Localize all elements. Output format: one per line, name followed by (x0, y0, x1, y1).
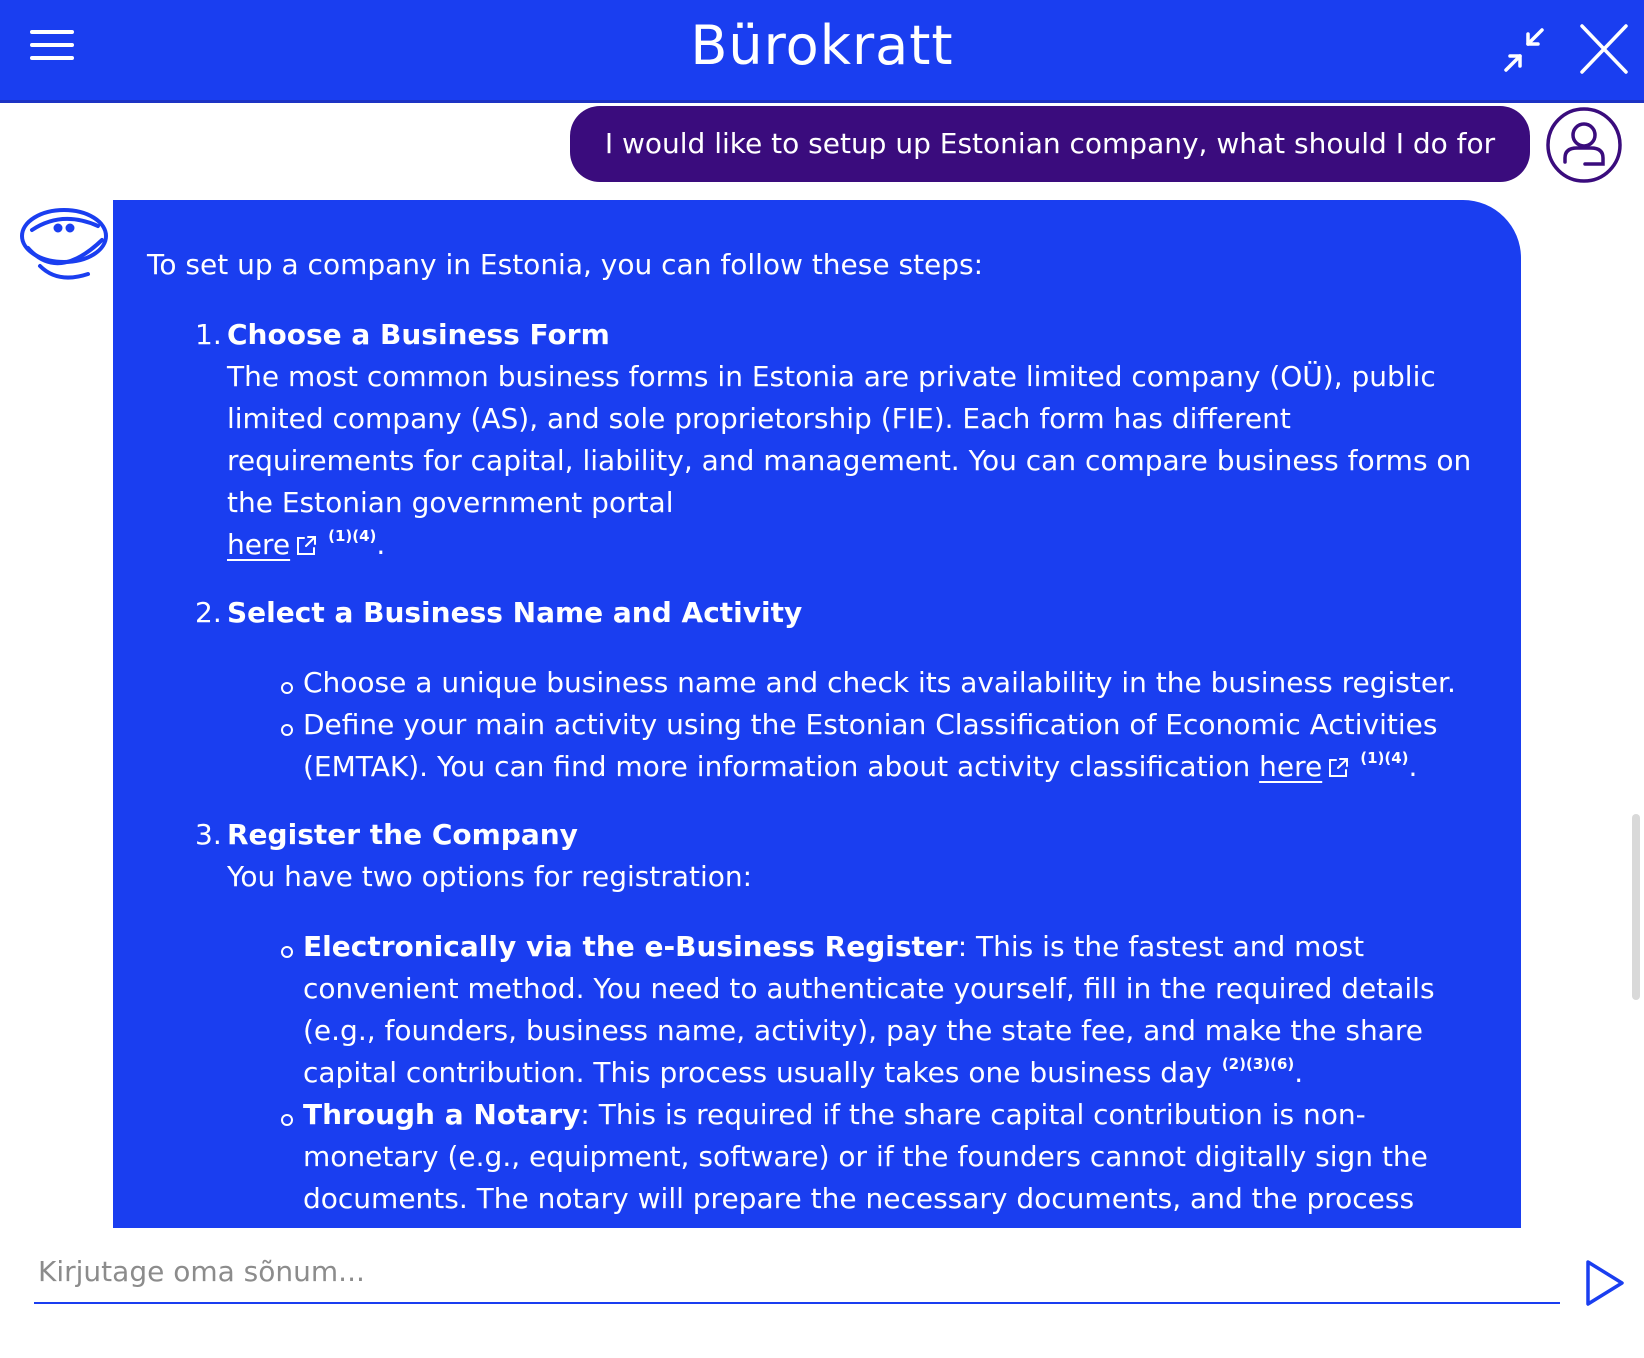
here-link[interactable]: here (227, 528, 291, 561)
close-x-icon[interactable] (1578, 22, 1630, 76)
list-item: Electronically via the e-Business Register: This is the fastest and most convenient method. You need to authenticate yourself, fill in the required details (e.g., founders, business name, activity), pay the state fee, and make the share capital contribution. This process usually takes one business day $^{(2)(3)(6)}$. (303, 926, 1487, 1094)
reference-markers[interactable]: (3)(6) (303, 1265, 352, 1283)
step-body-text: The most common business forms in Estonia are private limited company (OÜ), public limited company (AS), and sole proprietorship (FIE). Each form has different requirements for capital, liability, and management. You can compare business forms on the Estonian government portal (227, 360, 1472, 519)
chat-scrollbar[interactable] (1632, 814, 1640, 1000)
chat-header (0, 0, 1644, 103)
list-item-heading: Electronically via the e-Business Register (303, 930, 958, 963)
step-body: You have two options for registration: (227, 860, 753, 893)
step-2 (147, 592, 1487, 788)
user-message-bubble: I would like to setup up Estonian company, what should I do for (570, 106, 1530, 182)
step-number: 2. (195, 596, 222, 629)
external-link-icon[interactable] (1326, 756, 1350, 780)
step-title: Register the Company (227, 818, 578, 851)
minimize-arrows-icon[interactable] (1500, 24, 1552, 76)
list-item-text: Define your main activity using the Estonian Classification of Economic Activities (EMTAK). You can find more information about activity classification (303, 708, 1438, 783)
list-item-text: : This is required if the share capital contribution is non-monetary (e.g., equipment, software) or if the founders cannot digitally sign the documents. The notary will prepare the necessary documents, and the process typically takes 2—3 business days (303, 1098, 1428, 1257)
step-sub-list (227, 662, 1487, 788)
message-composer (34, 1242, 1560, 1304)
step-1 (147, 314, 1487, 566)
bot-intro-text: To set up a company in Estonia, you can follow these steps: (147, 248, 984, 281)
here-link[interactable]: here (1259, 750, 1323, 783)
list-item: Define your main activity using the Estonian Classification of Economic Activities (EMTAK). You can find more information about activity classification here $^{(1)(4)}$. (303, 704, 1487, 788)
list-item-heading: Through a Notary (303, 1098, 581, 1131)
list-item-text: : This is the fastest and most convenient method. You need to authenticate yourself, fill in the required details (e.g., founders, business name, activity), pay the state fee, and make the share capital contribution. This process usually takes one business day (303, 930, 1435, 1089)
bot-face-icon (18, 200, 110, 282)
bot-message-bubble (113, 200, 1521, 1299)
reference-markers[interactable]: (1)(4) (1360, 749, 1409, 767)
reference-markers[interactable]: (2)(3)(6) (1221, 1055, 1295, 1073)
external-link-icon[interactable] (294, 534, 318, 558)
step-body: The most common business forms in Estonia are private limited company (OÜ), public limited company (AS), and sole proprietorship (FIE). Each form has different requirements for capital, liability, and management. You can compare business forms on the Estonian government portal here $^{(1)(4)}$. (227, 360, 1472, 561)
app-title: Bürokratt (690, 14, 954, 77)
list-item: Choose a unique business name and check its availability in the business register. (303, 662, 1487, 704)
user-avatar-icon (1545, 106, 1623, 184)
step-title: Choose a Business Form (227, 318, 610, 351)
step-number: 3. (195, 818, 222, 851)
message-input[interactable] (34, 1242, 1560, 1300)
step-number: 1. (195, 318, 222, 351)
step-3 (147, 814, 1487, 1304)
send-arrow-icon[interactable] (1582, 1258, 1626, 1308)
list-item: Through a Notary: This is required if the share capital contribution is non-monetary (e.g., equipment, software) or if the founders cannot digitally sign the documents. The notary will prepare the necessary documents, and the process typically takes 2—3 business days $^{(3)(6)}$. (303, 1094, 1487, 1304)
step-title: Select a Business Name and Activity (227, 596, 803, 629)
reference-markers[interactable]: (1)(4) (328, 527, 377, 545)
